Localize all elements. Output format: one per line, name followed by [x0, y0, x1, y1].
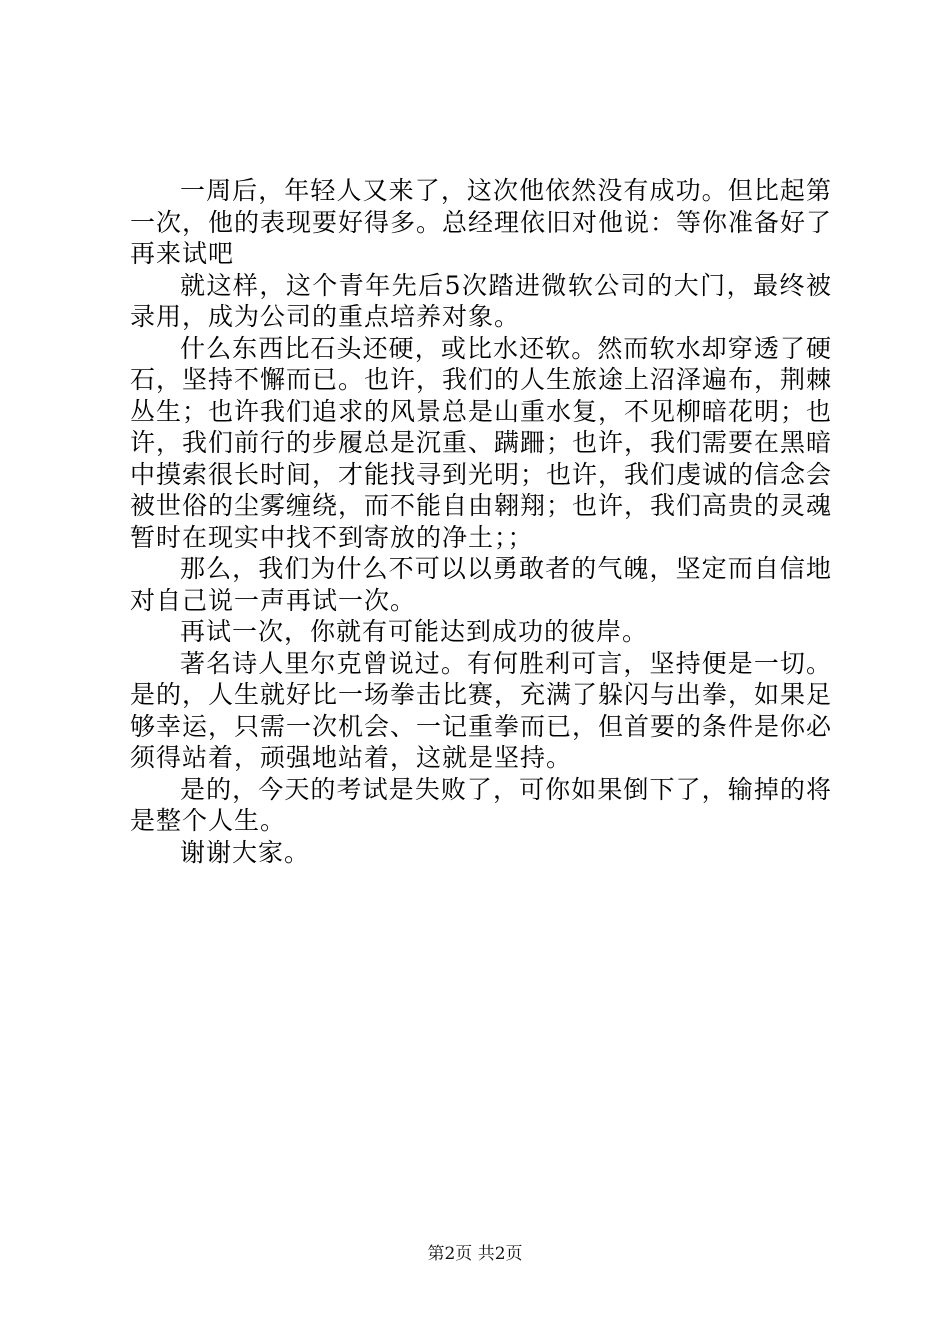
- paragraph: 那么，我们为什么不可以以勇敢者的气魄，坚定而自信地对自己说一声再试一次。: [130, 554, 832, 615]
- paragraph: 就这样，这个青年先后5次踏进微软公司的大门，最终被录用，成为公司的重点培养对象。: [130, 270, 832, 331]
- paragraph: 是的，今天的考试是失败了，可你如果倒下了，输掉的将是整个人生。: [130, 774, 832, 835]
- paragraph: 著名诗人里尔克曾说过。有何胜利可言，坚持便是一切。是的，人生就好比一场拳击比赛，充满了躲闪与出拳，如果足够幸运，只需一次机会、一记重拳而已，但首要的条件是你必须得站着，顽强地站着，这就是坚持。: [130, 648, 833, 772]
- paragraph: 一周后，年轻人又来了，这次他依然没有成功。但比起第一次，他的表现要好得多。总经理依旧对他说：等你准备好了再来试吧: [130, 176, 833, 268]
- paragraph: 谢谢大家。: [180, 837, 311, 867]
- page-number-footer: 第2页 共2页: [427, 1244, 523, 1264]
- paragraph: 什么东西比石头还硬，或比水还软。然而软水却穿透了硬石，坚持不懈而已。也许，我们的人生旅途上沼泽遍布，荆棘丛生；也许我们追求的风景总是山重水复，不见柳暗花明；也许，我们前行的步履总是沉重、蹒跚；也许，我们需要在黑暗中摸索很长时间，才能找寻到光明；也许，我们虔诚的信念会被世俗的尘雾缠绕，而不能自由翱翔；也许，我们高贵的灵魂暂时在现实中找不到寄放的净土；；: [130, 333, 833, 552]
- paragraph: 再试一次，你就有可能达到成功的彼岸。: [180, 617, 649, 646]
- document-body: [130, 175, 832, 868]
